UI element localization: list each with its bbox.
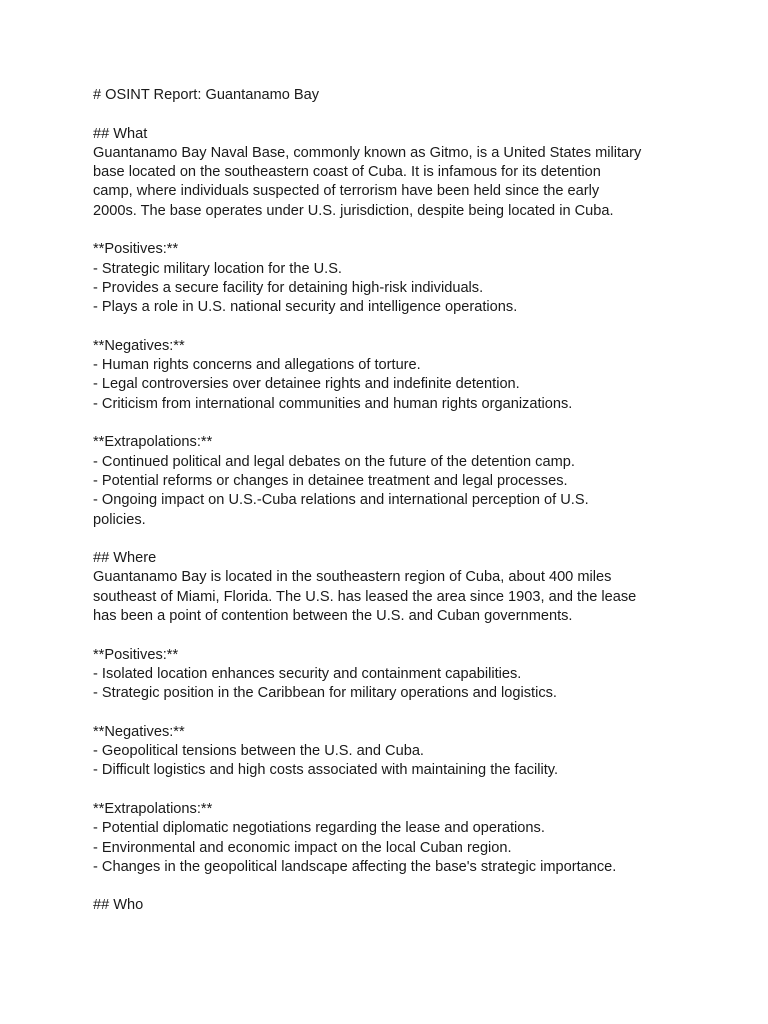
where-extrapolation-item: - Environmental and economic impact on the local Cuban region. [93, 839, 512, 856]
where-extrapolation-item: - Potential diplomatic negotiations regarding the lease and operations. [93, 820, 545, 837]
what-extrapolation-item: - Ongoing impact on U.S.-Cuba relations and international perception of U.S. [93, 492, 589, 509]
spacer [93, 781, 693, 800]
what-positive-item: - Provides a secure facility for detaining high-risk individuals. [93, 279, 484, 296]
section-heading-where: ## Where [93, 550, 157, 567]
what-intro-line: 2000s. The base operates under U.S. jurisdiction, despite being located in Cuba. [93, 202, 614, 219]
spacer [93, 414, 693, 433]
spacer [93, 221, 693, 240]
what-intro-line: camp, where individuals suspected of terrorism have been held since the early [93, 183, 600, 200]
where-intro-line: Guantanamo Bay is located in the southeastern region of Cuba, about 400 miles [93, 569, 612, 586]
spacer [93, 704, 693, 723]
what-negatives-label: **Negatives:** [93, 337, 185, 354]
where-extrapolation-item: - Changes in the geopolitical landscape affecting the base's strategic importance. [93, 858, 617, 875]
spacer [93, 105, 693, 124]
spacer [93, 530, 693, 549]
where-intro-line: has been a point of contention between the U.S. and Cuban governments. [93, 608, 573, 625]
where-positive-item: - Strategic position in the Caribbean for military operations and logistics. [93, 685, 557, 702]
report-title: # OSINT Report: Guantanamo Bay [93, 87, 320, 103]
where-negative-item: - Geopolitical tensions between the U.S. and Cuba. [93, 743, 424, 760]
section-heading-who: ## Who [93, 897, 144, 914]
where-positive-item: - Isolated location enhances security and containment capabilities. [93, 665, 522, 682]
document-body [93, 86, 693, 916]
spacer [93, 626, 693, 645]
what-intro-line: Guantanamo Bay Naval Base, commonly known as Gitmo, is a United States military [93, 144, 642, 161]
what-negative-item: - Human rights concerns and allegations of torture. [93, 357, 421, 374]
where-negatives-label: **Negatives:** [93, 723, 185, 740]
what-extrapolation-item: - Potential reforms or changes in detainee treatment and legal processes. [93, 472, 568, 489]
what-positives-label: **Positives:** [93, 241, 179, 258]
what-positive-item: - Plays a role in U.S. national security and intelligence operations. [93, 299, 518, 316]
where-positives-label: **Positives:** [93, 646, 179, 663]
section-heading-what: ## What [93, 125, 148, 142]
what-negative-item: - Criticism from international communities and human rights organizations. [93, 395, 573, 412]
what-extrapolation-item: - Continued political and legal debates on the future of the detention camp. [93, 453, 575, 470]
where-negative-item: - Difficult logistics and high costs associated with maintaining the facility. [93, 762, 559, 779]
what-intro-line: base located on the southeastern coast of Cuba. It is infamous for its detention [93, 164, 601, 181]
where-extrapolations-label: **Extrapolations:** [93, 800, 213, 817]
what-negative-item: - Legal controversies over detainee rights and indefinite detention. [93, 376, 520, 393]
what-extrapolation-item: policies. [93, 511, 146, 528]
spacer [93, 318, 693, 337]
where-intro-line: southeast of Miami, Florida. The U.S. has leased the area since 1903, and the lease [93, 588, 637, 605]
what-extrapolations-label: **Extrapolations:** [93, 434, 213, 451]
spacer [93, 877, 693, 896]
what-positive-item: - Strategic military location for the U.S. [93, 260, 342, 277]
